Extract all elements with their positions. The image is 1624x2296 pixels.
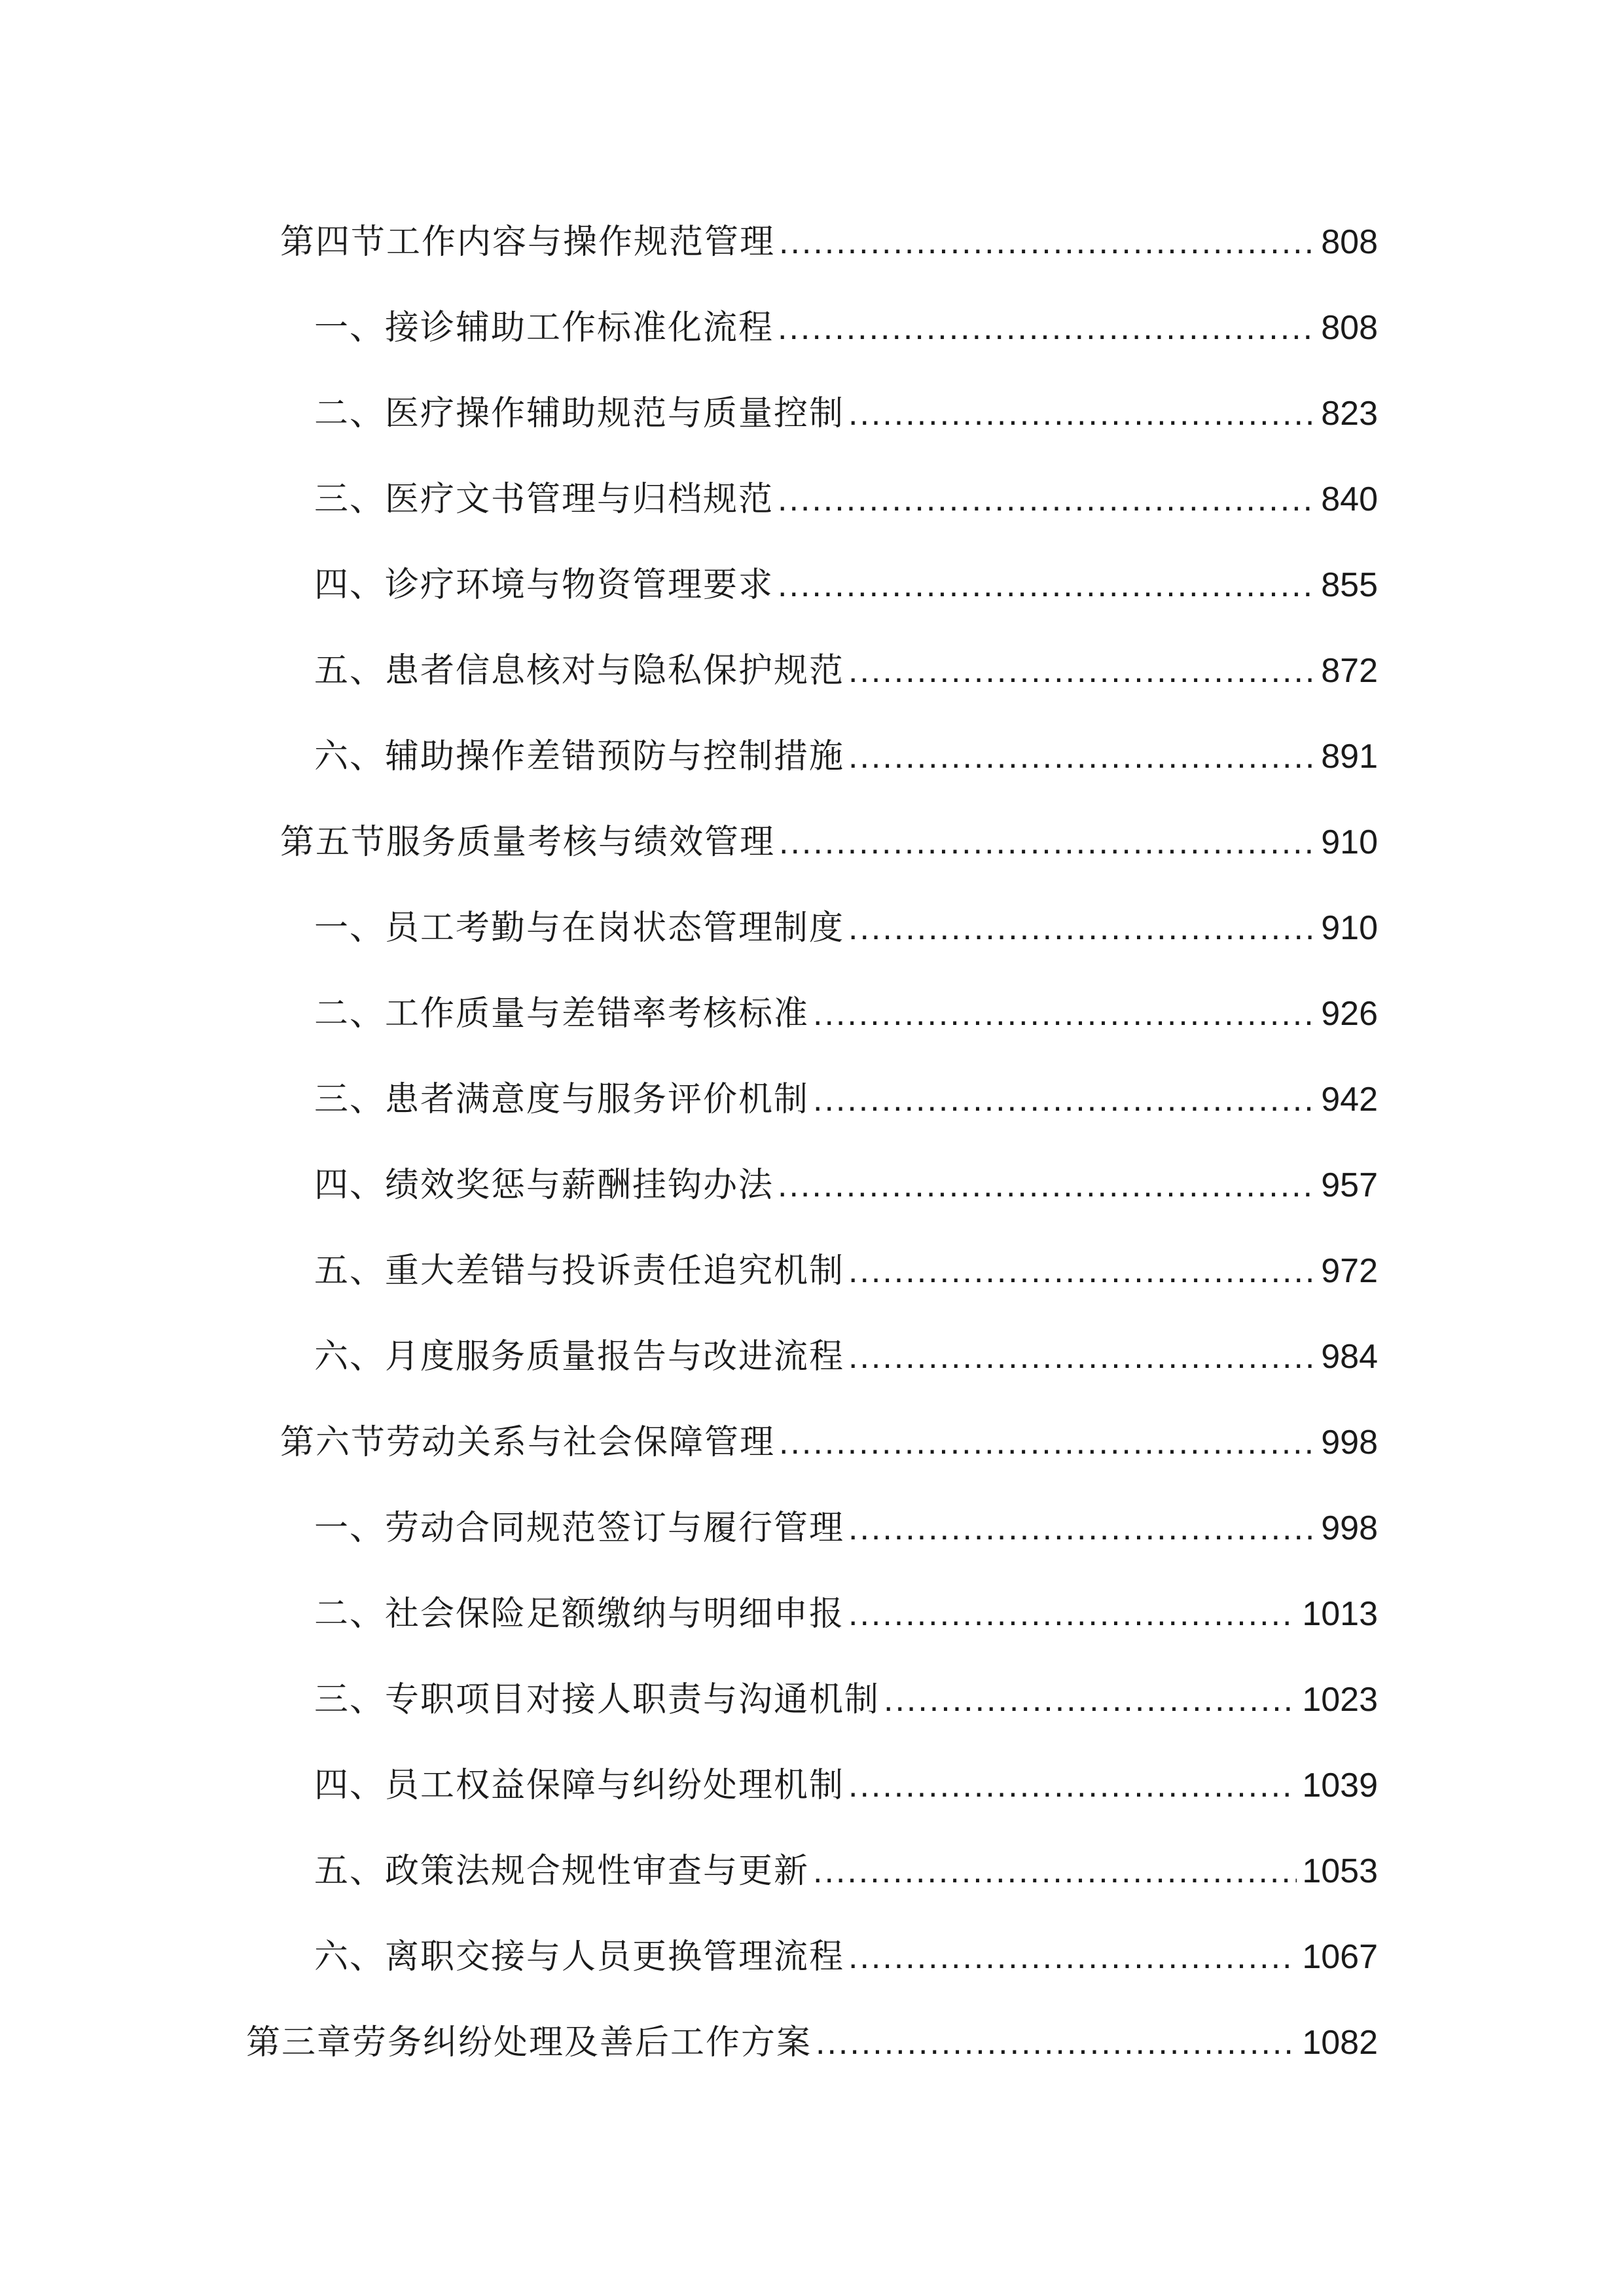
toc-dot-leader — [778, 552, 1316, 618]
toc-entry-page-number: 910 — [1321, 909, 1378, 947]
toc-entry-title: 六、辅助操作差错预防与控制措施 — [314, 737, 845, 776]
toc-entry-item[interactable] — [314, 1324, 1378, 1390]
toc-entry-title: 五、政策法规合规性审查与更新 — [314, 1852, 810, 1891]
toc-entry-item[interactable] — [314, 1153, 1378, 1218]
toc-dot-leader — [848, 1753, 1297, 1818]
toc-entry-title: 五、患者信息核对与隐私保护规范 — [314, 651, 845, 691]
toc-entry-section[interactable] — [280, 209, 1378, 275]
toc-entry-page-number: 972 — [1321, 1252, 1378, 1290]
toc-entry-page-number: 872 — [1321, 652, 1378, 690]
toc-entry-page-number: 957 — [1321, 1166, 1378, 1204]
toc-entry-title: 五、重大差错与投诉责任追究机制 — [314, 1251, 845, 1291]
toc-entry-title: 二、工作质量与差错率考核标准 — [314, 994, 810, 1033]
toc-entry-title: 六、离职交接与人员更换管理流程 — [314, 1937, 845, 1977]
toc-entry-page-number: 1082 — [1302, 2024, 1378, 2062]
toc-entry-item[interactable] — [314, 381, 1378, 446]
toc-entry-title: 第五节服务质量考核与绩效管理 — [280, 823, 776, 862]
toc-entry-item[interactable] — [314, 1667, 1378, 1732]
toc-entry-title: 一、劳动合同规范签订与履行管理 — [314, 1509, 845, 1548]
toc-dot-leader — [779, 810, 1316, 875]
toc-entry-page-number: 855 — [1321, 566, 1378, 604]
toc-entry-item[interactable] — [314, 1496, 1378, 1561]
toc-dot-leader — [778, 467, 1316, 532]
toc-dot-leader — [779, 1410, 1316, 1475]
toc-dot-leader — [848, 1496, 1316, 1561]
toc-entry-page-number: 823 — [1321, 395, 1378, 433]
toc-entry-item[interactable] — [314, 1067, 1378, 1132]
toc-entry-page-number: 840 — [1321, 480, 1378, 518]
toc-entry-title: 一、接诊辅助工作标准化流程 — [314, 308, 774, 348]
toc-entry-title: 一、员工考勤与在岗状态管理制度 — [314, 908, 845, 948]
toc-entry-item[interactable] — [314, 295, 1378, 361]
toc-entry-page-number: 808 — [1321, 309, 1378, 347]
toc-entry-title: 第三章劳务纠纷处理及善后工作方案 — [246, 2023, 812, 2062]
toc-entry-page-number: 998 — [1321, 1424, 1378, 1462]
toc-dot-leader — [848, 1581, 1297, 1647]
toc-dot-leader — [778, 1153, 1316, 1218]
toc-entry-page-number: 1039 — [1302, 1767, 1378, 1804]
toc-entry-page-number: 984 — [1321, 1338, 1378, 1376]
toc-entry-page-number: 1013 — [1302, 1595, 1378, 1633]
toc-dot-leader — [813, 981, 1316, 1047]
toc-dot-leader — [848, 1238, 1316, 1304]
toc-entry-item[interactable] — [314, 895, 1378, 961]
toc-entry-chapter[interactable] — [246, 2010, 1378, 2075]
toc-entry-item[interactable] — [314, 1238, 1378, 1304]
toc-dot-leader — [816, 2010, 1297, 2075]
toc-dot-leader — [848, 638, 1316, 704]
toc-dot-leader — [848, 1324, 1316, 1390]
toc-dot-leader — [884, 1667, 1297, 1732]
toc-entry-title: 三、医疗文书管理与归档规范 — [314, 480, 774, 519]
toc-entry-item[interactable] — [314, 1753, 1378, 1818]
toc-entry-title: 四、绩效奖惩与薪酬挂钩办法 — [314, 1166, 774, 1205]
toc-entry-title: 六、月度服务质量报告与改进流程 — [314, 1337, 845, 1376]
toc-entry-title: 三、专职项目对接人职责与沟通机制 — [314, 1680, 880, 1719]
toc-entry-section[interactable] — [280, 1410, 1378, 1475]
toc-dot-leader — [848, 381, 1316, 446]
toc-dot-leader — [779, 209, 1316, 275]
toc-entry-page-number: 891 — [1321, 738, 1378, 776]
toc-entry-item[interactable] — [314, 467, 1378, 532]
toc-entry-page-number: 998 — [1321, 1509, 1378, 1547]
toc-entry-item[interactable] — [314, 724, 1378, 789]
toc-entry-item[interactable] — [314, 1924, 1378, 1990]
toc-entry-page-number: 1023 — [1302, 1681, 1378, 1719]
toc-entry-item[interactable] — [314, 638, 1378, 704]
toc-entry-page-number: 1053 — [1302, 1852, 1378, 1890]
toc-entry-title: 第四节工作内容与操作规范管理 — [280, 223, 776, 262]
toc-dot-leader — [848, 724, 1316, 789]
toc-dot-leader — [778, 295, 1316, 361]
toc-entry-page-number: 926 — [1321, 995, 1378, 1033]
toc-entry-item[interactable] — [314, 1839, 1378, 1904]
toc-entry-title: 二、社会保险足额缴纳与明细申报 — [314, 1594, 845, 1634]
toc-entry-page-number: 1067 — [1302, 1938, 1378, 1976]
toc-entry-title: 四、员工权益保障与纠纷处理机制 — [314, 1766, 845, 1805]
toc-entry-title: 第六节劳动关系与社会保障管理 — [280, 1423, 776, 1462]
toc-entry-page-number: 808 — [1321, 223, 1378, 261]
toc-entry-title: 三、患者满意度与服务评价机制 — [314, 1080, 810, 1119]
toc-entry-section[interactable] — [280, 810, 1378, 875]
toc-dot-leader — [813, 1839, 1297, 1904]
toc-entry-page-number: 910 — [1321, 823, 1378, 861]
toc-entry-page-number: 942 — [1321, 1081, 1378, 1119]
toc-entry-item[interactable] — [314, 552, 1378, 618]
toc-entry-item[interactable] — [314, 1581, 1378, 1647]
toc-dot-leader — [848, 1924, 1297, 1990]
toc-entry-item[interactable] — [314, 981, 1378, 1047]
toc-dot-leader — [848, 895, 1316, 961]
toc-entry-title: 二、医疗操作辅助规范与质量控制 — [314, 394, 845, 433]
toc-entry-title: 四、诊疗环境与物资管理要求 — [314, 565, 774, 605]
toc-dot-leader — [813, 1067, 1316, 1132]
